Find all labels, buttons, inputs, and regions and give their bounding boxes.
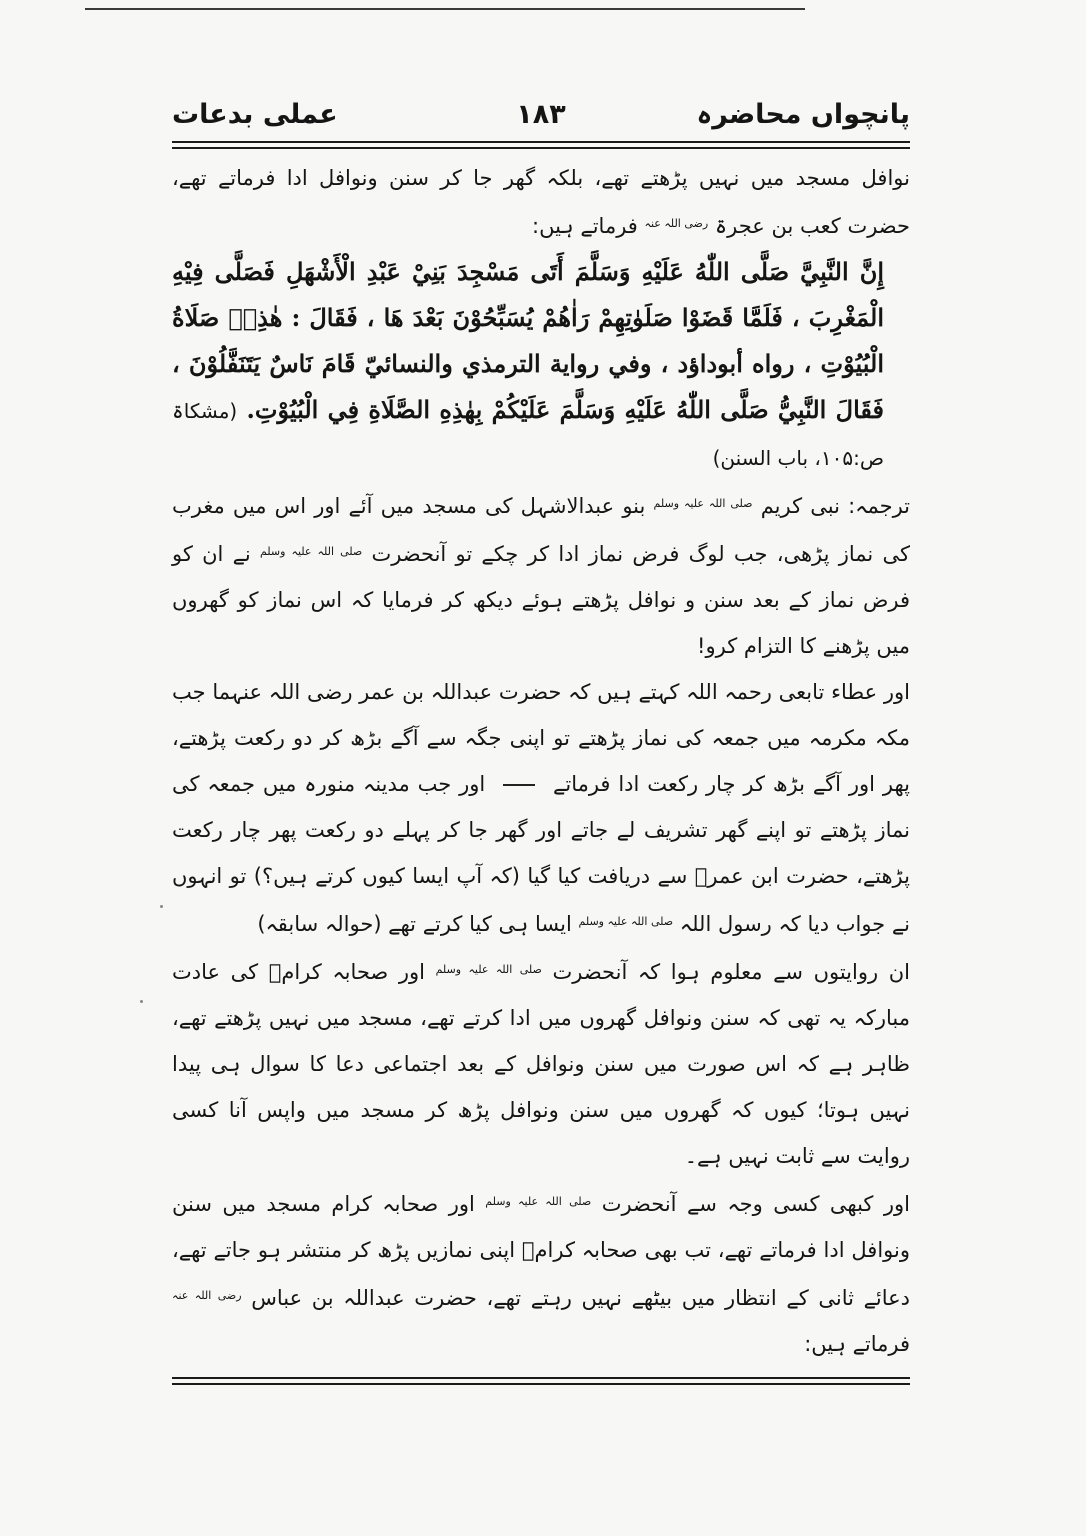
paragraph-text: اور جب مدینہ منورہ میں جمعہ کی نماز پڑھتے تو اپنے گھر تشریف لے جاتے اور گھر جا کر پہلے دو رکعت پھر چار رکعت پڑھتے، حضرت ابن عمرؓ سے دریافت کیا گیا (کہ آپ ایسا کیوں کرتے ہیں؟) تو انہوں نے جواب دیا کہ رسول اللہ (172, 772, 910, 936)
page-number: ۱۸۳ (516, 99, 566, 130)
honorific: صلی اللہ علیہ وسلم (259, 545, 363, 558)
dash-separator (503, 784, 535, 786)
paragraph-text: اور صحابہ کرامؓ کی عادت مبارکہ یہ تھی کہ سنن ونوافل گھروں میں ادا کرتے تھے، مسجد میں نہیں پڑھتے تھے، ظاہر ہے کہ اس صورت میں سنن ونوافل کے بعد اجتماعی دعا کا سوال ہی پیدا نہیں ہوتا؛ کیوں کہ گھروں میں سنن ونوافل پڑھ کر مسجد میں واپس آنا کسی روایت سے ثابت نہیں ہے۔ (172, 960, 910, 1168)
arabic-hadith (172, 249, 884, 481)
paragraph-text: اور عطاء تابعی رحمہ اللہ کہتے ہیں کہ حضرت عبداللہ بن عمر رضی اللہ عنہما جب مکہ مکرمہ میں جمعہ کی نماز پڑھتے تو اپنی جگہ سے آگے بڑھ کر دو رکعت پڑھتے، پھر اور آگے بڑھ کر چار رکعت ادا فرماتے (172, 680, 910, 796)
paragraph-text: نوافل مسجد میں نہیں پڑھتے تھے، بلکہ گھر جا کر سنن ونوافل ادا فرماتے تھے، حضرت کعب بن عجرۃ (172, 166, 910, 238)
paragraph-translation (172, 481, 910, 669)
paragraph-text: نے ان کو فرض نماز کے بعد سنن و نوافل پڑھتے ہوئے دیکھ کر فرمایا کہ اس نماز کو گھروں میں پڑھنے کا التزام کرو! (172, 542, 910, 658)
paragraph-text: اور صحابہ کرام مسجد میں سنن ونوافل ادا فرماتے تھے، تب بھی صحابہ کرامؓ اپنی نمازیں پڑھ کر منتشر ہو جاتے تھے، دعائے ثانی کے انتظار میں بیٹھے نہیں رہتے تھے، حضرت عبداللہ بن عباس (172, 1192, 911, 1310)
paragraph-1 (172, 155, 910, 249)
paragraph-text: بنو عبدالاشہل کی مسجد میں آئے اور اس میں مغرب کی نماز پڑھی، جب لوگ فرض نماز ادا کر چکے تو آنحضرت (172, 494, 910, 566)
paragraph-4 (172, 947, 910, 1179)
header-rule (172, 141, 910, 149)
hadith-reference: (مشکاۃ ص:۱۰۵، باب السنن) (172, 399, 884, 470)
paragraph-5 (172, 1179, 910, 1367)
honorific: صلی اللہ علیہ وسلم (485, 1195, 592, 1208)
footer-rule (172, 1377, 910, 1385)
honorific: صلی اللہ علیہ وسلم (578, 915, 674, 928)
page-header (172, 95, 910, 141)
paragraph-text: ایسا ہی کیا کرتے تھے (حوالہ سابقہ) (257, 912, 572, 936)
paragraph-3 (172, 669, 910, 947)
topic-title: عملی بدعات (172, 99, 338, 130)
honorific: رضی اللہ عنہ (172, 1289, 242, 1302)
scan-border-line (85, 8, 805, 10)
paragraph-text: فرماتے ہیں: (804, 1332, 910, 1356)
arabic-text: إِنَّ النَّبِيَّ صَلَّى اللّٰهُ عَلَيْهِ وَسَلَّمَ أَتَى مَسْجِدَ بَنِيْ عَبْدِ الْأَشْهَلِ فَصَلَّى فِيْهِ الْمَغْرِبَ ، فَلَمَّا قَضَوْا صَلَوٰتِهِمْ رَاٰهُمْ يُسَبِّحُوْنَ بَعْدَ هَا ، فَقَالَ : هٰذِهٖ صَلَاةُ الْبُيُوْتِ ، رواه أبوداؤد ، وفي رواية الترمذي والنسائيّ قَامَ نَاسٌ يَتَنَفَّلُوْنَ ، فَقَالَ النَّبِيُّ صَلَّى اللّٰهُ عَلَيْهِ وَسَلَّمَ عَلَيْكُمْ بِهٰذِهِ الصَّلَاةِ فِي الْبُيُوْتِ. (172, 257, 885, 424)
paragraph-text: ان روایتوں سے معلوم ہوا کہ آنحضرت (552, 960, 910, 984)
scan-speck (140, 1000, 143, 1003)
honorific: صلی اللہ علیہ وسلم (653, 497, 753, 510)
scan-speck (160, 905, 163, 908)
book-page (172, 95, 910, 1385)
honorific: صلی اللہ علیہ وسلم (435, 963, 542, 976)
chapter-title: پانچواں محاضرہ (696, 99, 910, 130)
paragraph-text: فرماتے ہیں: (532, 214, 638, 238)
paragraph-text: ترجمہ: نبی کریم (760, 494, 911, 518)
paragraph-text: اور کبھی کسی وجہ سے آنحضرت (601, 1192, 910, 1216)
honorific: رضی اللہ عنہ (644, 217, 709, 230)
